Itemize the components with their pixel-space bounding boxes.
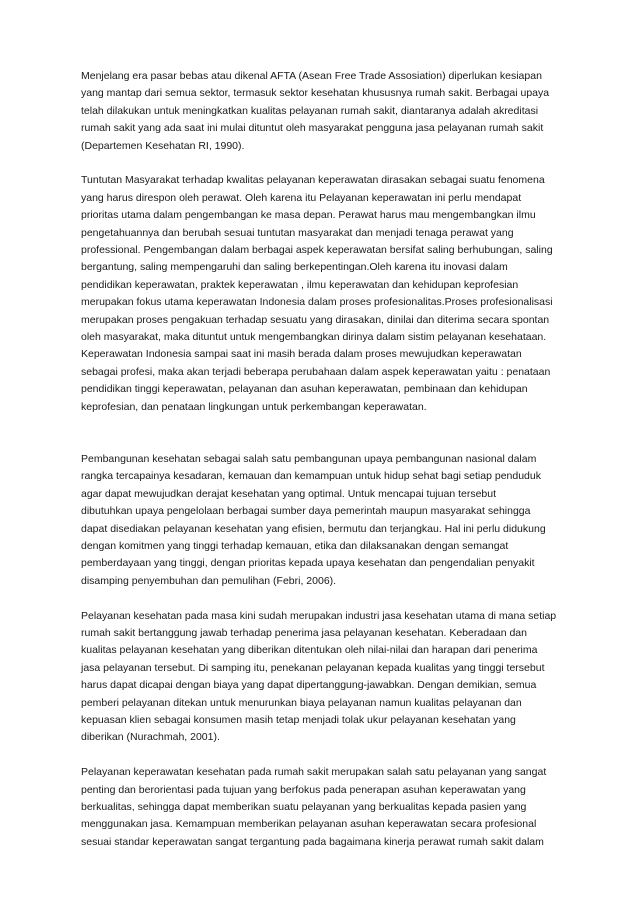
paragraph-line: keprofesian, dan penataan lingkungan untuk perkembangan keperawatan. <box>81 400 427 413</box>
paragraph-line: kepuasan klien sebagai konsumen masih tetap menjadi tolak ukur pelayanan kesehatan yang <box>81 713 516 726</box>
paragraph-line: Keperawatan Indonesia sampai saat ini masih berada dalam proses mewujudkan keperawatan <box>81 348 522 361</box>
paragraph-line: pendidikan tinggi keperawatan, pelayanan dan asuhan keperawatan, pembinaan dan kehidupan <box>81 383 528 396</box>
paragraph-line: merupakan fokus utama keperawatan Indonesia dalam proses profesionalitas.Proses profesionalisasi <box>81 296 553 309</box>
paragraph-line: agar dapat mewujudkan derajat kesehatan yang optimal. Untuk mencapai tujuan tersebut <box>81 487 497 500</box>
paragraph-health-services <box>81 608 571 747</box>
paragraph-line: Pelayanan kesehatan pada masa kini sudah merupakan industri jasa kesehatan utama di mana setiap <box>81 609 557 622</box>
paragraph-line: professional. Pengembangan dalam berbagai aspek keperawatan bersifat saling berhubungan, saling <box>81 244 553 257</box>
paragraph-afta-readiness <box>81 68 571 155</box>
paragraph-line: harus dapat dicapai dengan biaya yang dapat dipertanggung-jawabkan. Dengan demikian, semua <box>81 679 537 692</box>
paragraph-line: sebagai profesi, maka akan terjadi beberapa perubahaan dalam aspek keperawatan yaitu : penataan <box>81 365 551 378</box>
paragraph-line: Menjelang era pasar bebas atau dikenal AFTA (Asean Free Trade Assosiation) diperlukan kesiapan <box>81 70 542 82</box>
paragraph-line: kualitas pelayanan kesehatan yang diberikan ditentukan oleh nilai-nilai dan harapan dari penerima <box>81 644 538 657</box>
paragraph-line: Tuntutan Masyarakat terhadap kwalitas pelayanan keperawatan dirasakan sebagai suatu fenomena <box>81 174 545 187</box>
paragraph-line: oleh masyarakat, maka dituntut untuk mengembangkan dirinya dalam sistim pelayanan kesehataan. <box>81 331 547 344</box>
paragraph-health-development <box>81 451 571 590</box>
paragraph-line: pemberi pelayanan ditekan untuk menurunkan biaya pelayanan namun kualitas pelayanan dan <box>81 696 522 709</box>
paragraph-line: yang mantap dari semua sektor, termasuk sektor kesehatan khususnya rumah sakit. Berbagai upaya <box>81 87 550 100</box>
paragraph-line: prioritas utama dalam pengembangan ke masa depan. Perawat harus mau mengembangkan ilmu <box>81 209 536 222</box>
paragraph-line: jasa pelayanan tersebut. Di samping itu, penekanan pelayanan kepada kualitas yang tinggi tersebut <box>81 661 545 674</box>
paragraph-line: bergantung, saling mempengaruhi dan saling berkepentingan.Oleh karena itu inovasi dalam <box>81 261 508 274</box>
paragraph-line: dapat disediakan pelayanan kesehatan yang efisien, bermutu dan terjangkau. Hal ini perlu didukung <box>81 522 546 535</box>
paragraph-line: diberikan (Nurachmah, 2001). <box>81 731 220 744</box>
paragraph-line: dibutuhkan upaya pengelolaan berbagai sumber daya pemerintah maupun masyarakat sehingga <box>81 505 531 518</box>
paragraph-line: pendidikan keperawatan, praktek keperawatan , ilmu keperawatan dan kehidupan keprofesian <box>81 278 519 291</box>
paragraph-line: sesuai standar keperawatan sangat tergantung pada bagaimana kinerja perawat rumah sakit dalam <box>81 835 544 848</box>
paragraph-line: rumah sakit yang ada saat ini mulai dituntut oleh masyarakat pengguna jasa pelayanan rumah sakit <box>81 122 544 135</box>
paragraph-line: pemberdayaan yang tinggi, dengan prioritas kepada upaya kesehatan dan pengendalian penyakit <box>81 557 535 570</box>
paragraph-line: Pembangunan kesehatan sebagai salah satu pembangunan upaya pembangunan nasional dalam <box>81 452 537 465</box>
paragraph-line: disamping penyembuhan dan pemulihan (Febri, 2006). <box>81 574 337 587</box>
paragraph-line: merupakan proses pengakuan terhadap sesuatu yang dirasakan, dinilai dan diterima secara spontan <box>81 313 550 326</box>
paragraph-line: pengetahuannya dan berubah sesuai tuntutan masyarakat dan menjadi tenaga perawat yang <box>81 226 514 239</box>
paragraph-line: (Departemen Kesehatan RI, 1990). <box>81 139 245 152</box>
paragraph-line: rangka tercapainya kesadaran, kemauan dan kemampuan untuk hidup sehat bagi setiap penduduk <box>81 470 541 483</box>
paragraph-line: berkualitas, sehingga dapat memberikan suatu pelayanan yang berkualitas kepada pasien yang <box>81 801 527 813</box>
paragraph-nursing-demands <box>81 172 571 416</box>
paragraph-line: penting dan berorientasi pada tujuan yang berfokus pada penerapan asuhan keperawatan yang <box>81 783 526 796</box>
paragraph-line: yang harus direspon oleh perawat. Oleh karena itu Pelayanan keperawatan ini perlu mendapat <box>81 191 522 204</box>
document-body <box>81 68 571 869</box>
paragraph-line: Pelayanan keperawatan kesehatan pada rumah sakit merupakan salah satu pelayanan yang sangat <box>81 766 547 779</box>
paragraph-line: telah dilakukan untuk meningkatkan kualitas pelayanan rumah sakit, diantaranya adalah akreditasi <box>81 104 539 117</box>
paragraph-line: rumah sakit bertanggung jawab terhadap penerima jasa pelayanan kesehatan. Keberadaan dan <box>81 626 527 639</box>
paragraph-line: menggunakan jasa. Kemampuan memberikan pelayanan asuhan keperawatan secara profesional <box>81 818 537 831</box>
paragraph-nursing-services <box>81 764 571 851</box>
paragraph-line: dengan komitmen yang tinggi terhadap kemauan, etika dan dilaksanakan dengan semangat <box>81 539 509 552</box>
